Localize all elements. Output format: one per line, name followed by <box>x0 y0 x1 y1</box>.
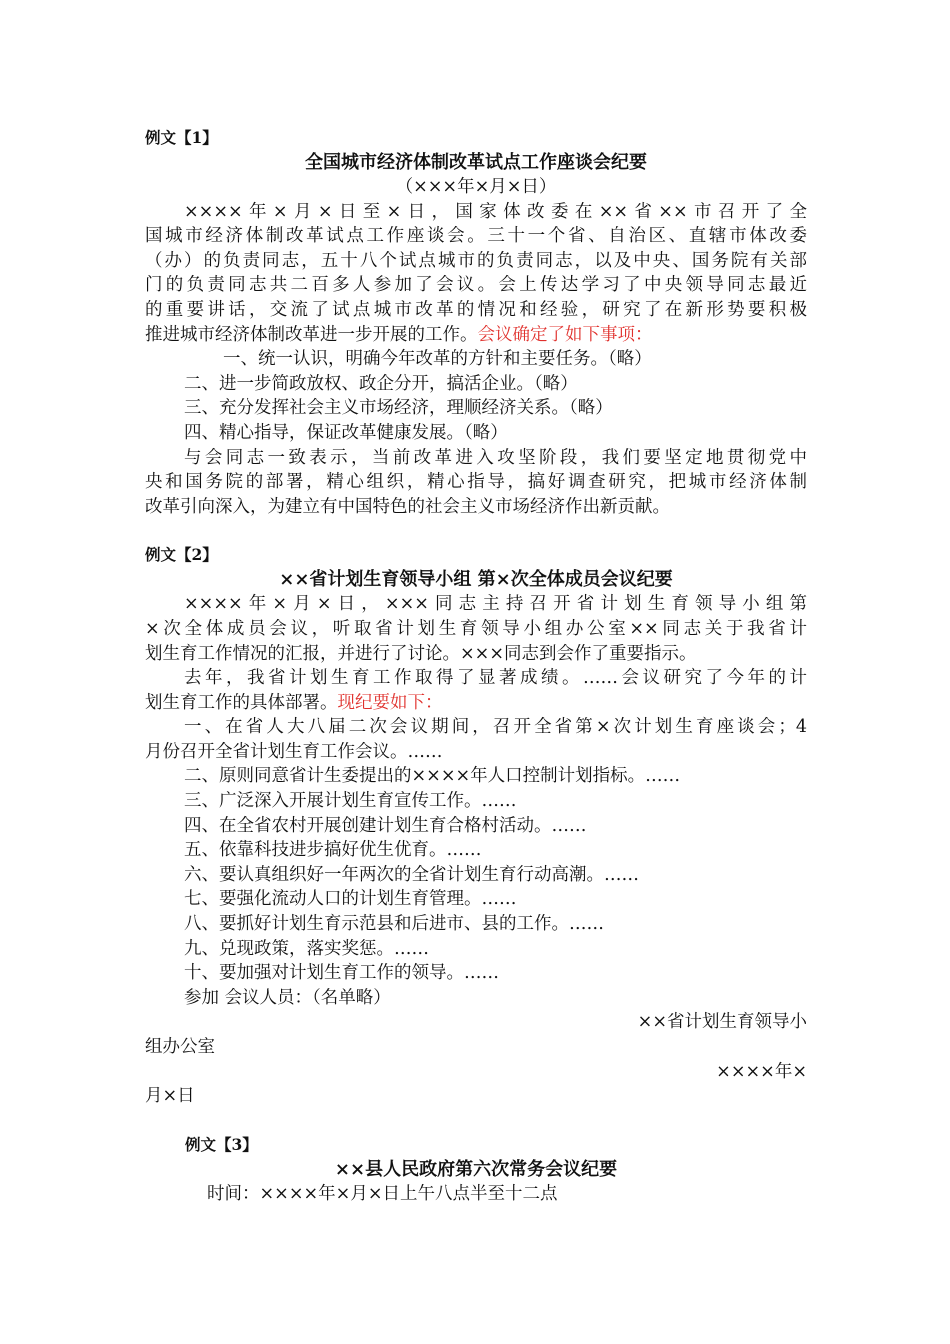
example2-p1-line: ××××年×月×日，×××同志主持召开省计划生育领导小组第 <box>184 594 807 615</box>
example2-item: 九、兑现政策，落实奖惩。…… <box>184 938 429 959</box>
example2-item: 八、要抓好计划生育示范县和后进市、县的工作。…… <box>184 914 604 935</box>
example2-item: 十、要加强对计划生育工作的领导。…… <box>184 963 499 984</box>
example2-item: 二、原则同意省计生委提出的××××年人口控制计划指标。…… <box>184 766 681 787</box>
example1-item: 三、充分发挥社会主义市场经济，理顺经济关系。（略） <box>184 398 613 419</box>
spacer <box>145 1109 807 1133</box>
example2-p2-last-text: 划生育工作的具体部署。 <box>145 692 338 713</box>
example2-label: 例文【2】 <box>145 545 218 565</box>
example1-intro-line: ××××年×月×日至×日，国家体改委在××省××市召开了全 <box>184 201 807 222</box>
example1-intro-line: 的重要讲话，交流了试点城市改革的情况和经验，研究了在新形势要积极 <box>145 299 807 320</box>
example1-intro-last <box>145 323 807 348</box>
example2-date-cont: 月×日 <box>145 1086 195 1107</box>
example1-intro-line: （办）的负责同志，五十八个试点城市的负责同志，以及中央、国务院有关部 <box>145 250 807 271</box>
example1-intro-line: 国城市经济体制改革试点工作座谈会。三十一个省、自治区、直辖市体改委 <box>145 226 807 247</box>
example2-signer: ××省计划生育领导小 <box>637 1012 807 1033</box>
example2-item: 五、依靠科技进步搞好优生优育。…… <box>184 840 482 861</box>
example1-intro-last-text: 推进城市经济体制改革进一步开展的工作。 <box>145 324 478 345</box>
example2-item: 三、广泛深入开展计划生育宣传工作。…… <box>184 791 517 812</box>
example3-title: ××县人民政府第六次常务会议纪要 <box>334 1158 618 1180</box>
example1-label: 例文【1】 <box>145 128 218 147</box>
example1-item: 四、精心指导，保证改革健康发展。（略） <box>184 422 508 443</box>
example2-item1-line: 一、在省人大八届二次会议期间，召开全省第×次计划生育座谈会；4 <box>184 717 807 738</box>
example2-title: ××省计划生育领导小组 第×次全体成员会议纪要 <box>279 569 673 591</box>
example1-item: 一、统一认识，明确今年改革的方针和主要任务。（略） <box>223 349 652 370</box>
example1-date: （×××年×月×日） <box>395 177 557 197</box>
example2-signer-cont: 组办公室 <box>145 1037 215 1057</box>
example3-time: 时间：××××年×月×日上午八点半至十二点 <box>207 1183 558 1204</box>
example1-closing-last: 改革引向深入，为建立有中国特色的社会主义市场经济作出新贡献。 <box>145 496 670 517</box>
example2-p2-last <box>145 691 807 716</box>
example1-item: 二、进一步简政放权、政企分开，搞活企业。（略） <box>184 373 578 394</box>
example2-p2-line: 去年，我省计划生育工作取得了显著成绩。……会议研究了今年的计 <box>184 668 807 689</box>
example2-item: 六、要认真组织好一年两次的全省计划生育行动高潮。…… <box>184 864 639 885</box>
example3-label: 例文【3】 <box>185 1134 258 1154</box>
example2-date: ××××年× <box>716 1061 807 1082</box>
example2-highlight: 现纪要如下： <box>337 692 443 713</box>
spacer <box>145 519 807 543</box>
example2-p1-line: ×次全体成员会议，听取省计划生育领导小组办公室××同志关于我省计 <box>145 618 807 639</box>
example2-p1-last: 划生育工作情况的汇报，并进行了讨论。×××同志到会作了重要指示。 <box>145 643 697 664</box>
example1-closing-line: 与会同志一致表示，当前改革进入攻坚阶段，我们要坚定地贯彻党中 <box>184 447 807 468</box>
example2-item1-last: 月份召开全省计划生育工作会议。…… <box>145 741 443 762</box>
example1-closing-line: 央和国务院的部署，精心组织，精心指导，搞好调查研究，把城市经济体制 <box>145 472 807 493</box>
example1-highlight: 会议确定了如下事项： <box>477 324 653 345</box>
document-page <box>145 126 807 1206</box>
example2-attendees: 参加 会议人员：（名单略） <box>184 987 391 1008</box>
example2-item: 七、要强化流动人口的计划生育管理。…… <box>184 889 517 910</box>
example1-title: 全国城市经济体制改革试点工作座谈会纪要 <box>305 152 647 173</box>
example1-intro-line: 门的负责同志共二百多人参加了会议。会上传达学习了中央领导同志最近 <box>145 275 807 296</box>
example2-item: 四、在全省农村开展创建计划生育合格村活动。…… <box>184 815 587 836</box>
